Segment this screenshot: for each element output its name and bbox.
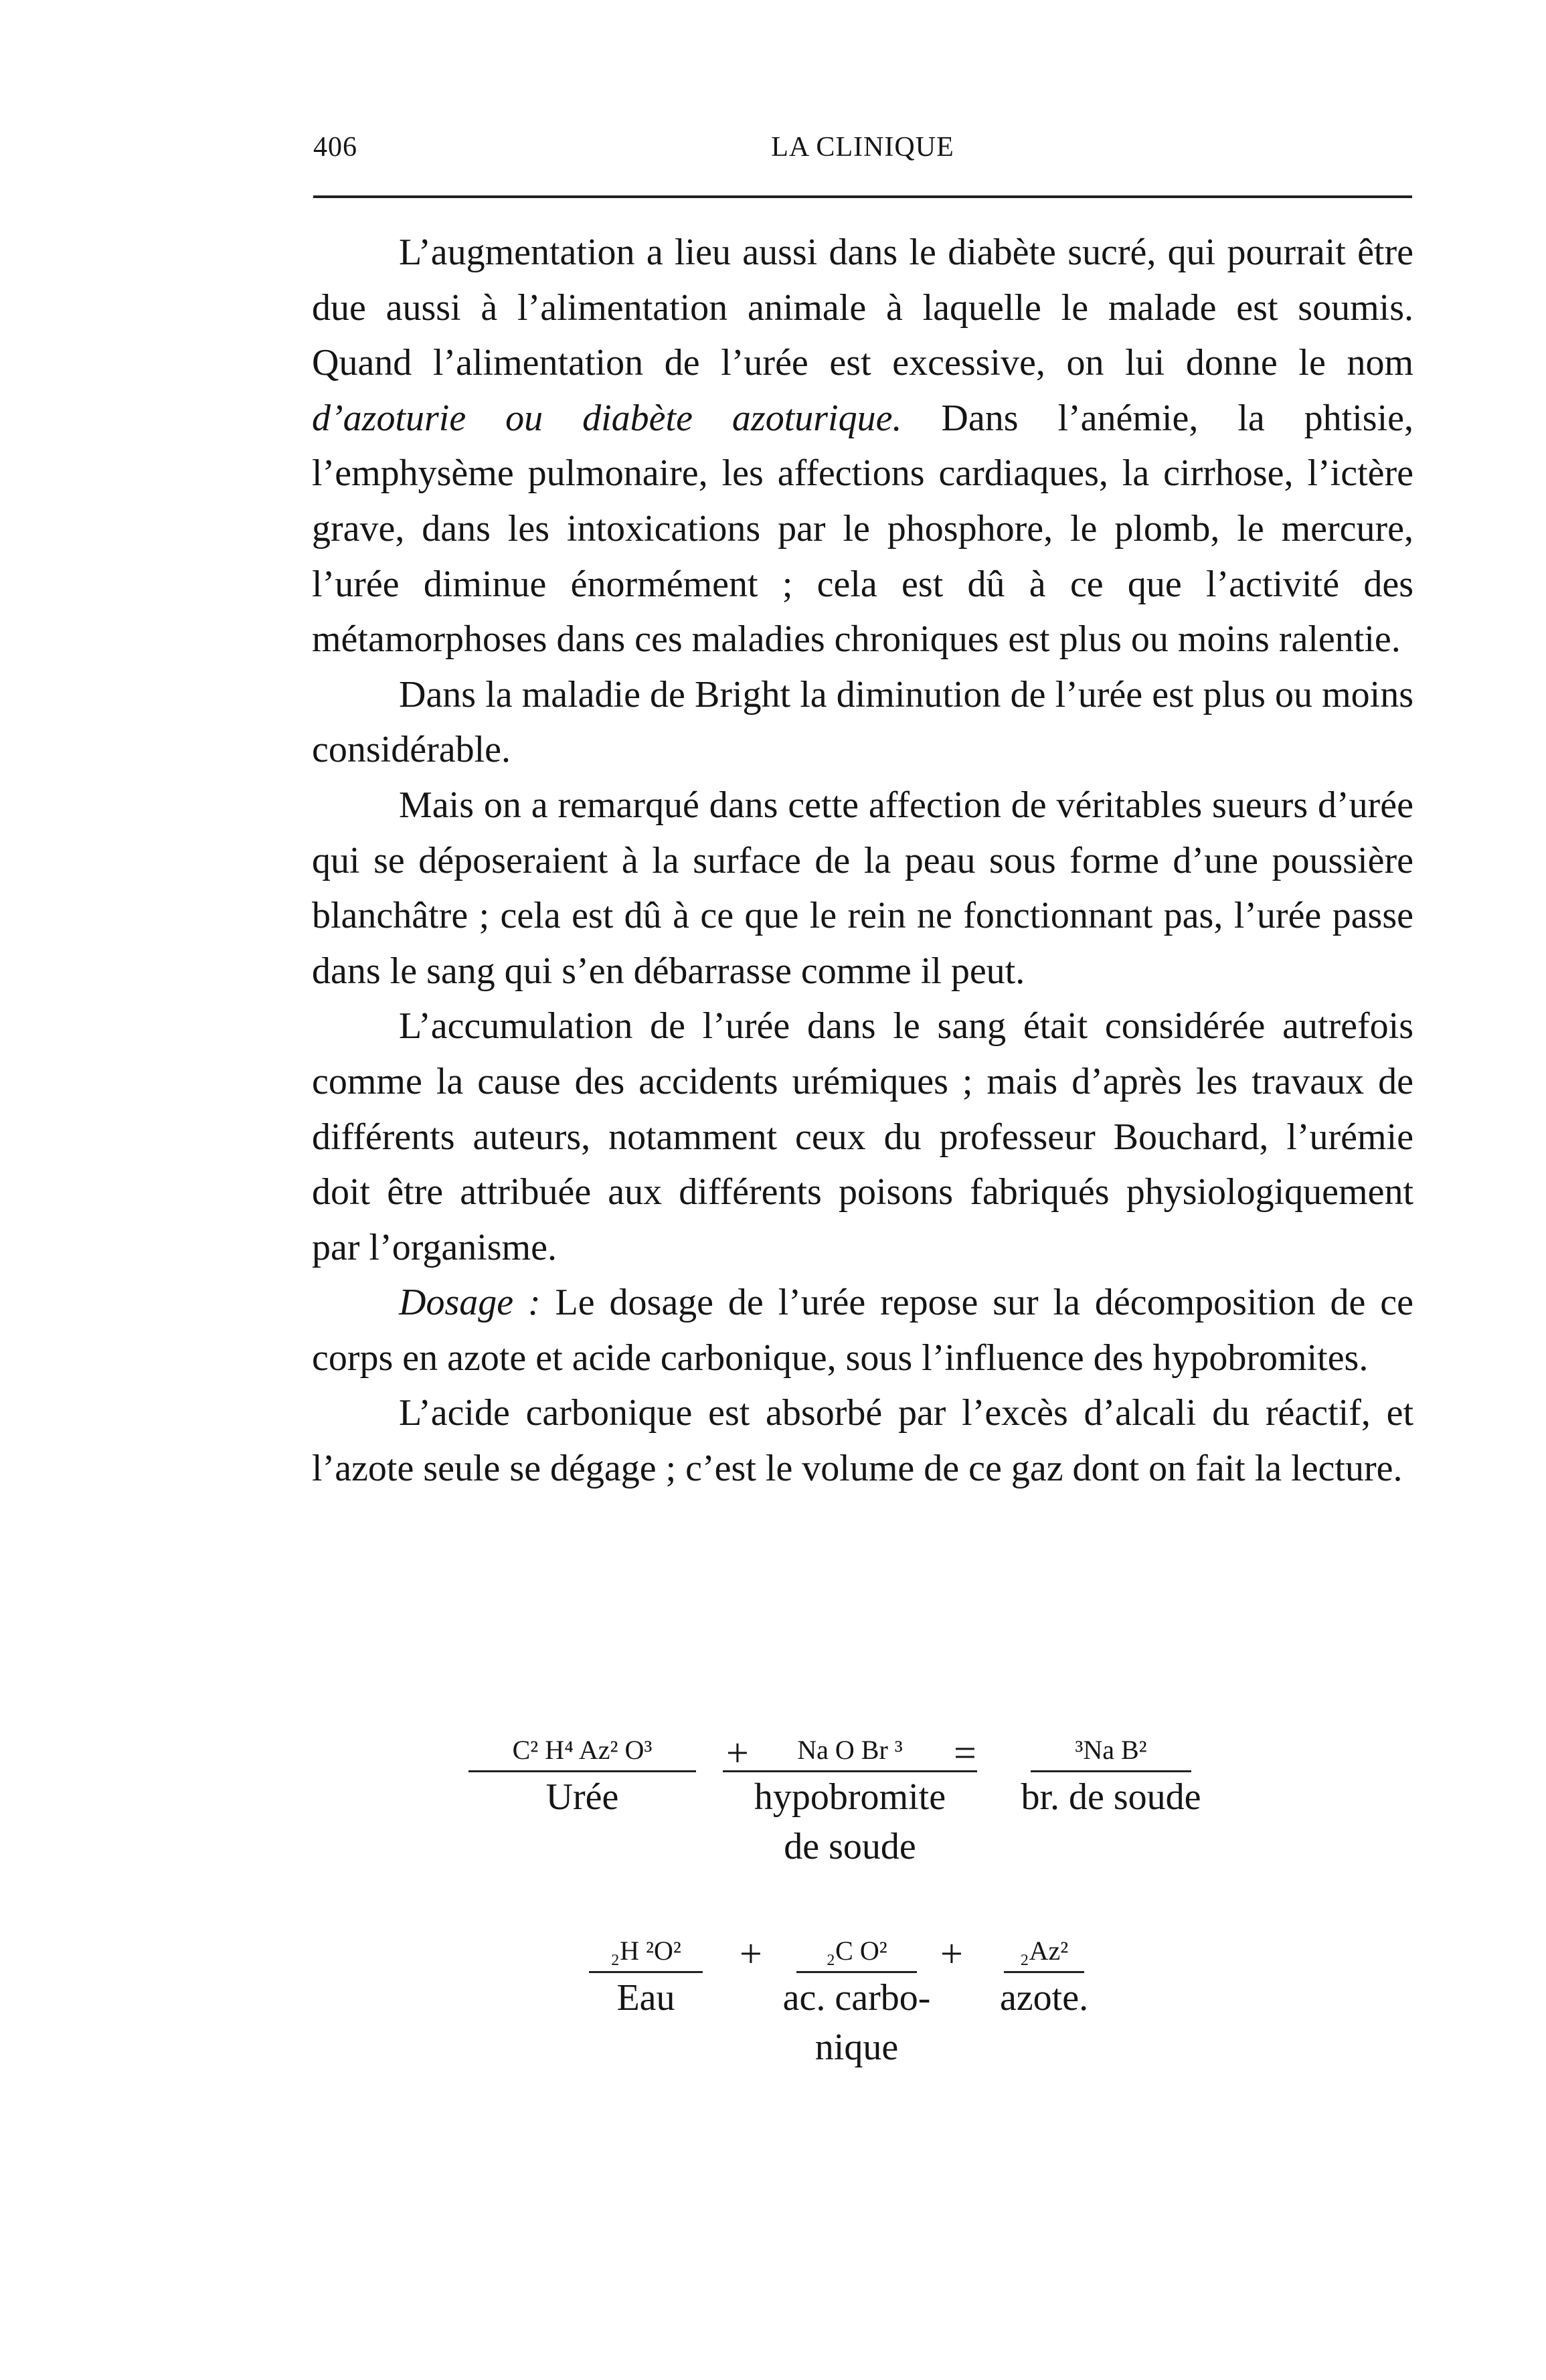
carbonic-acid-term xyxy=(770,1931,944,2072)
header-rule xyxy=(313,195,1412,198)
italic-term: d’azoturie ou diabète azoturique. xyxy=(312,397,902,439)
hypobromite-label-2: de soude xyxy=(784,1826,916,1867)
paragraph-3: Mais on a remarqué dans cette affection de véritables sueurs d’urée qui se déposeraient à la surface de la peau sous forme d’une poussière blanchâtre ; cela est dû à ce que le rein ne fonctionnant pas, l’urée passe dans le sang qui s’en débarrasse comme il peut. xyxy=(312,784,1413,992)
paragraph-2: Dans la maladie de Bright la diminution de l’urée est plus ou moins considérable. xyxy=(312,673,1413,771)
page-number: 406 xyxy=(313,132,357,163)
bromide-term xyxy=(991,1730,1231,1822)
urea-formula: C² H⁴ Az² O³ xyxy=(468,1730,696,1772)
nitrogen-label: azote. xyxy=(999,1977,1089,2019)
paragraph-4: L’accumulation de l’urée dans le sang était considérée autrefois comme la cause des accidents urémiques ; mais d’après les travaux de différents auteurs, notamment ceux du professeur Bouchard, l’urémie doit être attribuée aux différents poisons fabriqués physiologiquement par l’organisme. xyxy=(312,1005,1413,1268)
body-text xyxy=(312,225,1413,1497)
running-title: LA CLINIQUE xyxy=(771,132,954,163)
water-term xyxy=(589,1931,703,2023)
hypobromite-label-1: hypobromite xyxy=(754,1776,946,1818)
paragraph-5: Dosage : Le dosage de l’urée repose sur la décomposition de ce corps en azote et acide carbonique, sous l’influence des hypobromites. xyxy=(312,1282,1413,1379)
paragraph-6: L’acide carbonique est absorbé par l’excès d’alcali du réactif, et l’azote seule se dégage ; c’est le volume de ce gaz dont on fait la lecture. xyxy=(312,1392,1413,1490)
paragraph-1: L’augmentation a lieu aussi dans le diabète sucré, qui pourrait être due aussi à l’alimentation animale à laquelle le malade est soumis. Quand l’alimentation de l’urée est excessive, on lui donne le nom d’azoturie ou diabète azoturique. Dans l’anémie, la phtisie, l’emphysème pulmonaire, les affections cardiaques, la cirrhose, l’ictère grave, dans les intoxications par le phosphore, le plomb, le mercure, l’urée diminue énormément ; cela est dû à ce que l’activité des métamorphoses dans ces maladies chroniques est plus ou moins ralentie. xyxy=(312,232,1414,661)
urea-label: Urée xyxy=(545,1776,619,1818)
dosage-heading: Dosage : xyxy=(399,1282,541,1324)
carbonic-acid-label-2: nique xyxy=(814,2027,899,2068)
bromide-formula: ³Na B² xyxy=(1031,1730,1191,1772)
nitrogen-term xyxy=(977,1931,1111,2023)
plus-sign: + xyxy=(940,1932,963,1976)
hypobromite-term xyxy=(723,1730,977,1871)
nitrogen-formula: ₂Az² xyxy=(1004,1931,1084,1973)
plus-sign: + xyxy=(740,1932,762,1976)
water-label: Eau xyxy=(616,1977,675,2019)
chemical-equations xyxy=(0,1730,1546,2105)
plus-sign: + xyxy=(726,1731,749,1775)
carbonic-acid-label-1: ac. carbo- xyxy=(782,1977,931,2019)
bromide-label: br. de soude xyxy=(1021,1776,1201,1818)
carbonic-acid-formula: ₂C O² xyxy=(796,1931,917,1973)
water-formula: ₂H ²O² xyxy=(589,1931,703,1973)
equals-sign: = xyxy=(954,1731,976,1775)
urea-term xyxy=(468,1730,696,1822)
page-header xyxy=(313,127,1412,174)
hypobromite-formula: Na O Br ³ xyxy=(723,1730,977,1772)
